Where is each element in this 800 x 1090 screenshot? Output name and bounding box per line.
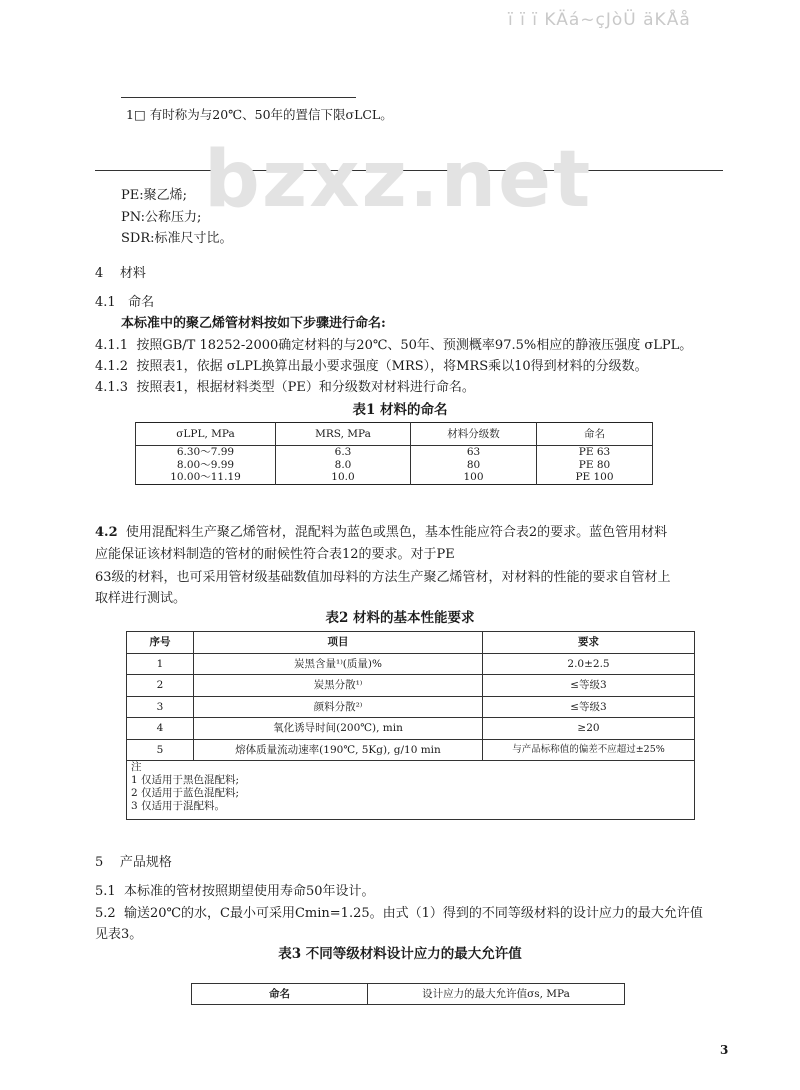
definition-pn: PN:公称压力; [121, 209, 202, 225]
table-1-header-cell: MRS, MPa [276, 423, 411, 446]
clause-4-2-line-3: 63级的材料，也可采用管材级基础数值加母料的方法生产聚乙烯管材，对材料的性能的要求自管材上 [95, 570, 671, 585]
table-1-title: 表1 材料的命名 [352, 402, 448, 418]
clause-4-1-3-text: 按照表1，根据材料类型（PE）和分级数对材料进行命名。 [136, 380, 475, 395]
table-2-note: 2 仅适用于蓝色混配料; [131, 787, 240, 799]
clause-5-2-line-2: 见表3。 [95, 927, 143, 942]
table-2-notes [127, 761, 695, 820]
table-2-header-cell: 序号 [127, 632, 194, 654]
watermark: bzxz.net [204, 135, 593, 225]
clause-4-1-1 [95, 334, 692, 353]
table-cell: 5 [127, 739, 194, 761]
table-1-header-cell: 命名 [537, 423, 653, 446]
clause-4-1-2-text: 按照表1，依据 σLPL换算出最小要求强度（MRS），将MRS乘以10得到材料的分级数。 [136, 359, 648, 374]
table-3-header-row [192, 984, 625, 1005]
table-row [127, 739, 695, 761]
table-cell: PE 100 [537, 471, 653, 484]
section-4-1-number: 4.1 [95, 295, 116, 310]
clause-4-2-text: 使用混配料生产聚乙烯管材，混配料为蓝色或黑色，基本性能应符合表2的要求。蓝色管用材料 [125, 525, 668, 540]
clause-5-1-text: 本标准的管材按照期望使用寿命50年设计。 [123, 884, 375, 899]
table-cell: ≤等级3 [483, 696, 695, 718]
section-4-title: 材料 [119, 266, 146, 281]
clause-5-1-number: 5.1 [95, 884, 116, 899]
table-cell: 炭黑含量¹⁾(质量)% [194, 653, 483, 675]
section-4-1-heading [95, 291, 154, 310]
table-cell: 熔体质量流动速率(190℃, 5Kg), g/10 min [194, 739, 483, 761]
clause-4-2-line-4: 取样进行测试。 [95, 591, 187, 606]
table-3-title: 表3 不同等级材料设计应力的最大允许值 [278, 946, 522, 962]
clause-4-1-1-text: 按照GB/T 18252-2000确定材料的与20℃、50年、预测概率97.5%相应的静液压强度 σLPL。 [136, 338, 693, 353]
table-3-header-cell: 设计应力的最大允许值σs, MPa [368, 984, 625, 1005]
definition-sdr: SDR:标准尺寸比。 [121, 231, 233, 246]
table-2-note: 1 仅适用于黑色混配料; [131, 774, 240, 786]
table-cell: 3 [127, 696, 194, 718]
table-1-header-cell: σLPL, MPa [136, 423, 276, 446]
table-cell: 10.0 [276, 471, 411, 484]
clause-5-2-text: 输送20℃的水，C最小可采用Cmin=1.25。由式（1）得到的不同等级材料的设计应力的最大允许值 [123, 906, 703, 921]
table-2-header-row [127, 632, 695, 654]
table-row [127, 653, 695, 675]
table-cell: 2 [127, 675, 194, 697]
clause-4-1-3-number: 4.1.3 [95, 380, 129, 395]
table-2-header-cell: 项目 [194, 632, 483, 654]
header-garbled-text: ï ï ï KÄá~çJòÜ äKÅå [508, 10, 691, 30]
section-4-heading [95, 262, 146, 281]
table-cell: 与产品标称值的偏差不应超过±25% [483, 739, 695, 761]
table-row [136, 459, 653, 472]
table-cell: 颜料分散²⁾ [194, 696, 483, 718]
section-4-1-title: 命名 [128, 295, 155, 310]
table-row [127, 696, 695, 718]
table-cell: 炭黑分散¹⁾ [194, 675, 483, 697]
table-cell: 4 [127, 718, 194, 740]
table-row [127, 675, 695, 697]
table-cell: PE 63 [537, 446, 653, 459]
clause-4-1-2 [95, 355, 648, 374]
table-cell: 80 [411, 459, 537, 472]
table-cell: 63 [411, 446, 537, 459]
clause-4-1-3 [95, 376, 475, 395]
page-number: 3 [720, 1043, 729, 1057]
section-4-1-intro: 本标准中的聚乙烯管材料按如下步骤进行命名: [121, 316, 386, 331]
section-5-number: 5 [95, 855, 104, 870]
table-cell: PE 80 [537, 459, 653, 472]
table-cell: ≥20 [483, 718, 695, 740]
clause-5-1 [95, 880, 375, 899]
clause-5-2-number: 5.2 [95, 906, 116, 921]
definition-pe: PE:聚乙烯; [121, 188, 187, 203]
table-cell: 6.3 [276, 446, 411, 459]
table-3 [191, 983, 625, 1005]
table-2 [126, 631, 695, 820]
section-4-number: 4 [95, 266, 104, 281]
table-cell: 1 [127, 653, 194, 675]
table-cell: ≤等级3 [483, 675, 695, 697]
section-5-title: 产品规格 [119, 855, 172, 870]
clause-4-2-line-2: 应能保证该材料制造的管材的耐候性符合表12的要求。对于PE [95, 547, 455, 562]
table-2-notes-row [127, 761, 695, 820]
clause-4-1-1-number: 4.1.1 [95, 338, 129, 353]
table-1 [135, 422, 653, 485]
table-cell: 8.0 [276, 459, 411, 472]
table-1-header-cell: 材料分级数 [411, 423, 537, 446]
table-2-note-heading: 注 [131, 761, 142, 773]
clause-4-2-line-1 [95, 521, 667, 540]
footnote: 1□ 有时称为与20℃、50年的置信下限σLCL。 [126, 107, 393, 122]
section-5-heading [95, 851, 172, 870]
clause-5-2-line-1 [95, 902, 703, 921]
table-3-header-cell: 命名 [192, 984, 368, 1005]
table-cell: 10.00～11.19 [136, 471, 276, 484]
table-2-title: 表2 材料的基本性能要求 [325, 610, 475, 626]
table-cell: 8.00～9.99 [136, 459, 276, 472]
clause-4-2-number: 4.2 [95, 525, 118, 540]
table-row [127, 718, 695, 740]
table-1-header-row [136, 423, 653, 446]
table-cell: 6.30～7.99 [136, 446, 276, 459]
footnote-rule [121, 97, 356, 98]
table-row [136, 446, 653, 459]
table-2-header-cell: 要求 [483, 632, 695, 654]
table-cell: 2.0±2.5 [483, 653, 695, 675]
table-2-note: 3 仅适用于混配料。 [131, 800, 226, 812]
table-row [136, 471, 653, 484]
table-cell: 100 [411, 471, 537, 484]
table-cell: 氧化诱导时间(200℃), min [194, 718, 483, 740]
definitions-list [121, 185, 233, 250]
clause-4-1-2-number: 4.1.2 [95, 359, 129, 374]
